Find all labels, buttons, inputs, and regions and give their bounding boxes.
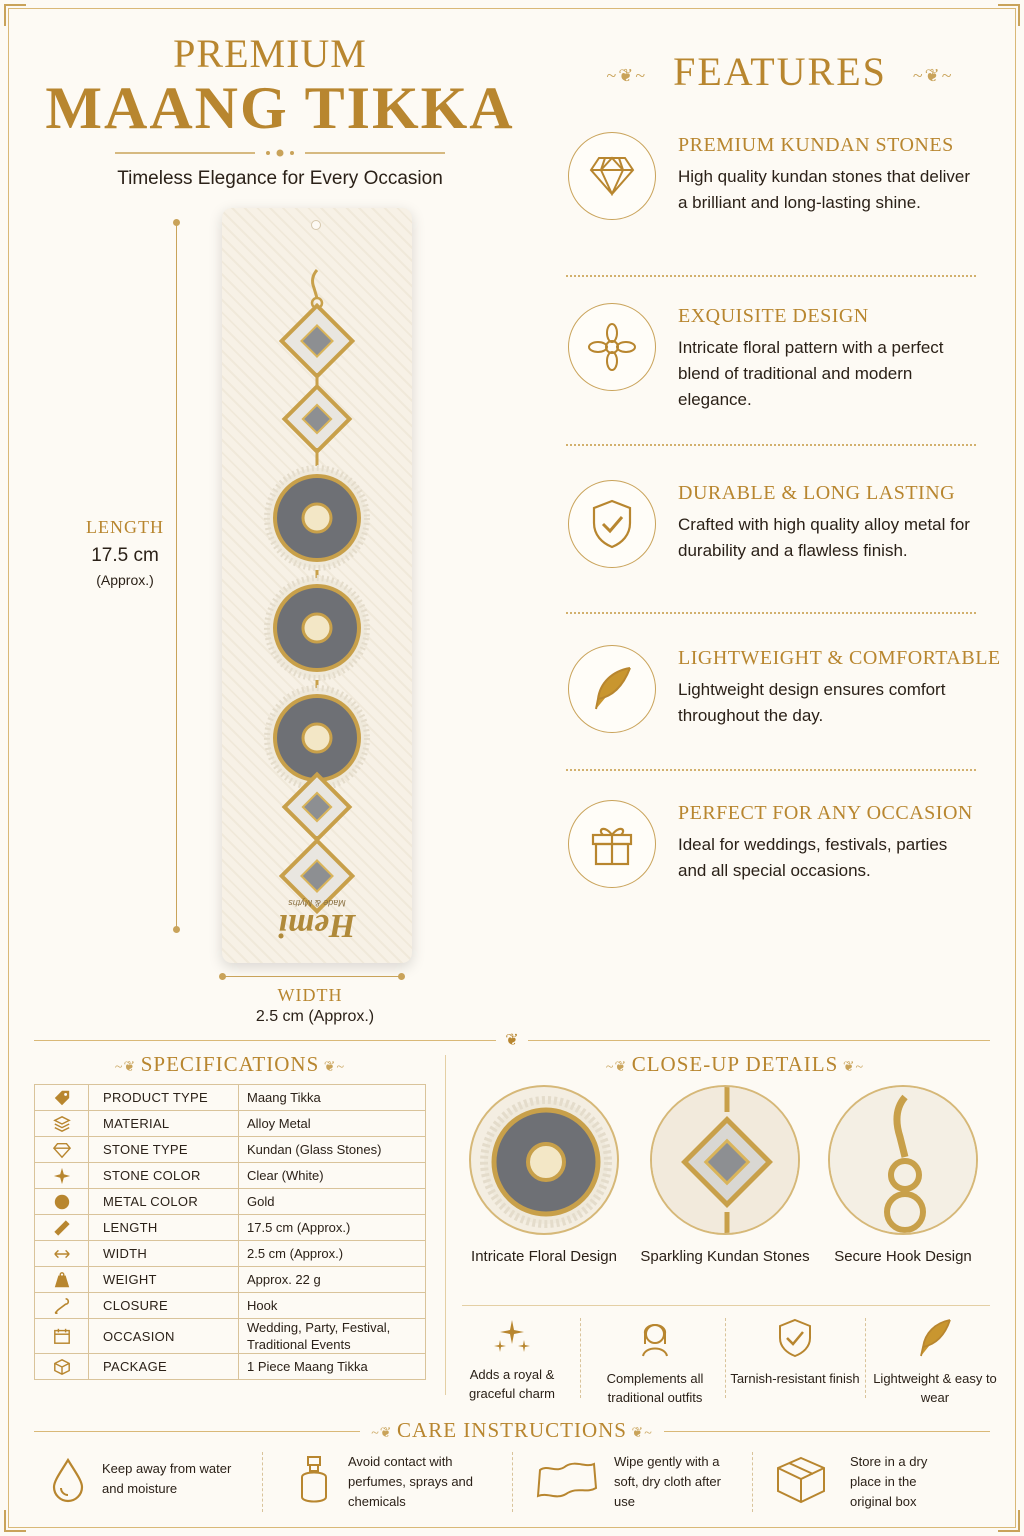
feature-item xyxy=(568,303,988,423)
feature-item xyxy=(568,480,988,600)
benefit-item: Complements all traditional outfits xyxy=(590,1318,720,1407)
feature-title: PERFECT FOR ANY OCCASION xyxy=(678,802,973,824)
feature-title: PREMIUM KUNDAN STONES xyxy=(678,134,954,156)
closeup-kundan-image xyxy=(650,1085,800,1235)
benefit-separator xyxy=(580,1318,581,1398)
column-divider xyxy=(445,1055,446,1395)
closeup-caption: Secure Hook Design xyxy=(834,1248,972,1265)
spec-row: PRODUCT TYPE Maang Tikka xyxy=(35,1085,426,1111)
corner-ornament xyxy=(998,4,1020,26)
brand-logo: Hemi Made & Myths xyxy=(278,898,356,944)
length-label: LENGTH xyxy=(86,517,164,537)
care-item xyxy=(532,1452,762,1516)
care-separator xyxy=(512,1452,513,1512)
corner-ornament xyxy=(4,4,26,26)
maang-tikka-image xyxy=(222,208,412,963)
spec-row: WIDTH 2.5 cm (Approx.) xyxy=(35,1241,426,1267)
benefit-item: Tarnish-resistant finish xyxy=(730,1318,860,1388)
feature-item xyxy=(568,800,988,920)
spec-row: LENGTH 17.5 cm (Approx.) xyxy=(35,1215,426,1241)
care-item xyxy=(772,1452,992,1516)
benefit-separator xyxy=(865,1318,866,1398)
dotted-divider xyxy=(566,769,976,771)
spec-row: WEIGHT Approx. 22 g xyxy=(35,1267,426,1293)
spec-row: METAL COLOR Gold xyxy=(35,1189,426,1215)
closeup-floral-image xyxy=(469,1085,619,1235)
care-separator xyxy=(752,1452,753,1512)
floral-medallion-2 xyxy=(267,578,367,678)
corner-ornament xyxy=(998,1510,1020,1532)
arrows-horizontal-icon xyxy=(35,1241,89,1267)
spec-row: STONE TYPE Kundan (Glass Stones) xyxy=(35,1137,426,1163)
corner-ornament xyxy=(4,1510,26,1532)
benefit-separator xyxy=(725,1318,726,1398)
water-drop-icon xyxy=(42,1454,94,1506)
care-text: Avoid contact with perfumes, sprays and chemicals xyxy=(348,1454,474,1509)
care-divider-right xyxy=(660,1431,990,1432)
cloth-icon xyxy=(532,1454,602,1506)
hook-icon xyxy=(35,1293,89,1319)
width-dimension-line xyxy=(222,976,402,977)
dimension-dot xyxy=(398,973,405,980)
feature-title: EXQUISITE DESIGN xyxy=(678,305,869,327)
care-text: Wipe gently with a soft, dry cloth after use xyxy=(614,1454,721,1509)
box-icon xyxy=(35,1354,89,1380)
care-text: Store in a dry place in the original box xyxy=(850,1454,928,1509)
product-card xyxy=(222,208,412,963)
woman-icon xyxy=(635,1318,675,1358)
kundan-diamond-unit-1 xyxy=(282,306,353,377)
dimension-dot xyxy=(173,219,180,226)
feature-item xyxy=(568,645,1001,765)
title-divider-ornament xyxy=(115,149,445,157)
care-title: ~❦ CARE INSTRUCTIONS ❦~ xyxy=(360,1418,664,1443)
length-value: 17.5 cm xyxy=(91,545,159,566)
diamond-icon xyxy=(35,1137,89,1163)
closeup-caption: Intricate Floral Design xyxy=(471,1248,617,1265)
specifications-table xyxy=(34,1084,426,1380)
flower-icon xyxy=(568,303,656,391)
page-title: MAANG TIKKA xyxy=(45,75,515,141)
layers-icon xyxy=(35,1111,89,1137)
care-divider-left xyxy=(34,1431,364,1432)
feature-title: LIGHTWEIGHT & COMFORTABLE xyxy=(678,647,1001,669)
ruler-icon xyxy=(35,1215,89,1241)
spec-row: MATERIAL Alloy Metal xyxy=(35,1111,426,1137)
care-item xyxy=(288,1452,518,1516)
dimension-dot xyxy=(173,926,180,933)
feature-description: Ideal for weddings, festivals, parties and all special occasions. xyxy=(678,835,948,880)
sparkles-icon xyxy=(492,1318,532,1354)
features-title: ~❦~ FEATURES ~❦~ xyxy=(606,49,954,94)
care-separator xyxy=(262,1452,263,1512)
spec-row: OCCASION Wedding, Party, Festival, Traditional Events xyxy=(35,1319,426,1354)
benefit-item: Adds a royal & graceful charm xyxy=(447,1318,577,1403)
spec-row: STONE COLOR Clear (White) xyxy=(35,1163,426,1189)
perfume-bottle-icon xyxy=(288,1454,340,1506)
feature-title: DURABLE & LONG LASTING xyxy=(678,482,956,504)
tag-icon xyxy=(35,1085,89,1111)
closeup-caption: Sparkling Kundan Stones xyxy=(640,1248,810,1265)
care-text: Keep away from water and moisture xyxy=(102,1461,232,1496)
feature-description: Intricate floral pattern with a perfect blend of traditional and modern elegance. xyxy=(678,338,944,409)
shield-check-icon xyxy=(568,480,656,568)
title-premium: PREMIUM xyxy=(173,31,367,76)
benefits-divider xyxy=(462,1305,990,1306)
subtitle: Timeless Elegance for Every Occasion xyxy=(117,168,443,189)
sparkle-icon xyxy=(35,1163,89,1189)
benefit-item: Lightweight & easy to wear xyxy=(870,1318,1000,1407)
dotted-divider xyxy=(566,612,976,614)
divider-ornament: ❦ xyxy=(496,1030,528,1050)
dimension-dot xyxy=(219,973,226,980)
spec-row: CLOSURE Hook xyxy=(35,1293,426,1319)
dotted-divider xyxy=(566,275,976,277)
circle-icon xyxy=(35,1189,89,1215)
closeup-hook-image xyxy=(828,1085,978,1235)
care-item xyxy=(42,1452,262,1516)
feature-description: Lightweight design ensures comfort throughout the day. xyxy=(678,680,946,725)
calendar-icon xyxy=(35,1319,89,1354)
floral-medallion-1 xyxy=(267,468,367,568)
diamond-icon xyxy=(568,132,656,220)
feather-icon xyxy=(568,645,656,733)
gift-icon xyxy=(568,800,656,888)
shield-check-icon xyxy=(777,1318,813,1358)
width-label: WIDTH xyxy=(277,985,343,1005)
weight-icon xyxy=(35,1267,89,1293)
closeup-title: ~❦ CLOSE-UP DETAILS ❦~ xyxy=(605,1052,865,1076)
feature-item xyxy=(568,132,988,252)
specifications-title: ~❦ SPECIFICATIONS ❦~ xyxy=(114,1052,346,1076)
width-value: 2.5 cm (Approx.) xyxy=(255,1008,375,1025)
feather-icon xyxy=(917,1318,953,1358)
box-icon xyxy=(772,1454,830,1506)
dotted-divider xyxy=(566,444,976,446)
spec-row: PACKAGE 1 Piece Maang Tikka xyxy=(35,1354,426,1380)
feature-description: Crafted with high quality alloy metal for durability and a flawless finish. xyxy=(678,515,970,560)
length-approx: (Approx.) xyxy=(96,572,154,588)
kundan-diamond-unit-2 xyxy=(284,386,349,451)
feature-description: High quality kundan stones that deliver a brilliant and long-lasting shine. xyxy=(678,167,971,212)
